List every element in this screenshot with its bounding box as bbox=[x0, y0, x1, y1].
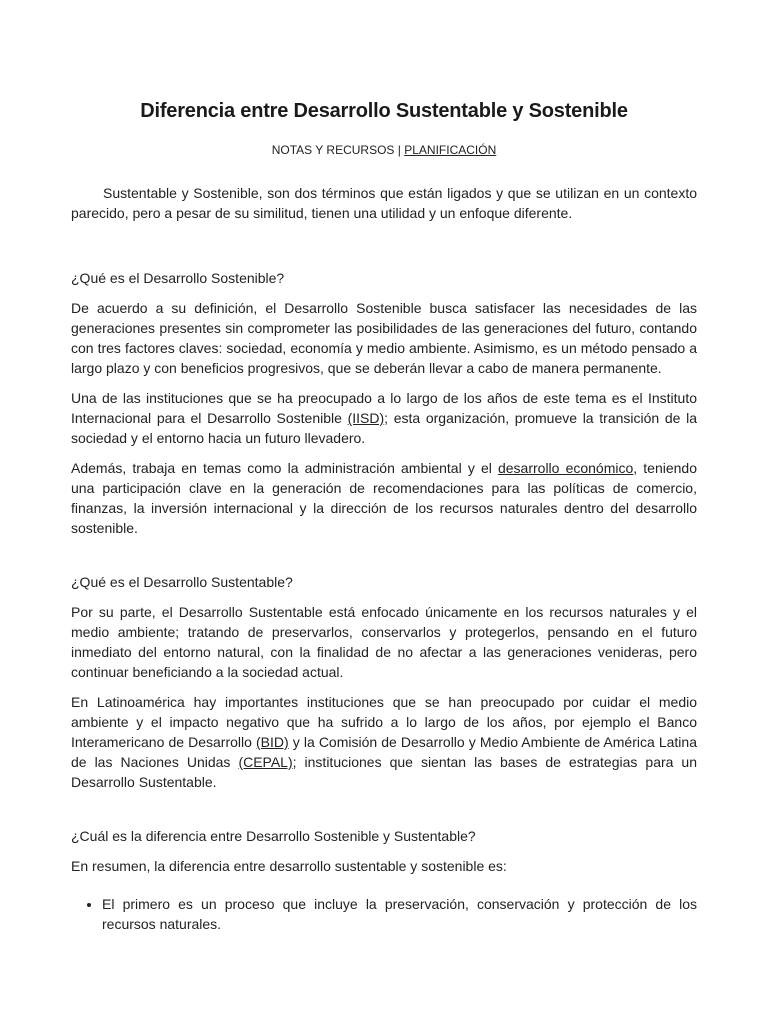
desarrollo-economico-link[interactable]: desarrollo económico bbox=[497, 460, 634, 476]
iisd-link[interactable]: (IISD) bbox=[347, 410, 385, 426]
cepal-link[interactable]: (CEPAL) bbox=[238, 754, 293, 770]
article-body bbox=[71, 183, 697, 934]
sostenible-paragraph-3 bbox=[71, 458, 697, 538]
intro-paragraph: Sustentable y Sostenible, son dos términos que están ligados y que se utilizan en un contexto parecido, pero a pesar de su similitud, tienen una utilidad y un enfoque diferente. bbox=[71, 185, 697, 221]
category-prefix: NOTAS Y RECURSOS | bbox=[271, 143, 401, 157]
sustentable-paragraph-2 bbox=[71, 692, 697, 792]
section-heading-sostenible: ¿Qué es el Desarrollo Sostenible? bbox=[71, 270, 285, 286]
list-item: • El primero es un proceso que incluye la preservación, conservación y protección de los recursos naturales. bbox=[102, 894, 697, 934]
category-link[interactable]: PLANIFICACIÓN bbox=[404, 143, 497, 157]
diferencia-list bbox=[71, 894, 697, 934]
text-span: Una de las instituciones que se ha preocupado a lo largo de los años de este tema es el Instituto Internacional para el Desarrollo Sostenible bbox=[71, 390, 697, 426]
bid-link[interactable]: (BID) bbox=[256, 734, 289, 750]
text-span: En Latinoamérica hay importantes instituciones que se han preocupado por cuidar el medio ambiente y el impacto negativo que ha sufrido a lo largo de los años, por ejemplo el Banco Interamericano de Desarrollo bbox=[71, 694, 697, 750]
text-span: , teniendo una participación clave en la generación de recomendaciones para las políticas de comercio, finanzas, la inversión internacional y la dirección de los recursos naturales dentro del desarrollo sostenible. bbox=[71, 460, 698, 536]
category-line bbox=[0, 143, 768, 157]
section-heading-diferencia: ¿Cuál es la diferencia entre Desarrollo Sostenible y Sustentable? bbox=[71, 828, 476, 844]
text-span: y la Comisión de Desarrollo y Medio Ambiente de América Latina de las Naciones Unidas bbox=[71, 734, 697, 770]
text-span: ; esta organización, promueve la transición de la sociedad y el entorno hacia un futuro llevadero. bbox=[71, 410, 697, 446]
text-span: Además, trabaja en temas como la administración ambiental y el bbox=[71, 460, 498, 476]
page-title: Diferencia entre Desarrollo Sustentable y Sostenible bbox=[140, 100, 628, 122]
sostenible-paragraph-1: De acuerdo a su definición, el Desarrollo Sostenible busca satisfacer las necesidades de las generaciones presentes sin comprometer las posibilidades de las generaciones del futuro, contando con tres factores claves: sociedad, economía y medio ambiente. Asimismo, es un método pensado a largo plazo y con beneficios progresivos, que se deberán llevar a cabo de manera permanente. bbox=[71, 300, 697, 376]
sostenible-paragraph-2 bbox=[71, 388, 697, 448]
section-heading-sustentable: ¿Qué es el Desarrollo Sustentable? bbox=[71, 574, 293, 590]
diferencia-paragraph: En resumen, la diferencia entre desarrollo sustentable y sostenible es: bbox=[71, 858, 507, 874]
sustentable-paragraph-1: Por su parte, el Desarrollo Sustentable está enfocado únicamente en los recursos naturales y el medio ambiente; tratando de preservarlos, conservarlos y protegerlos, pensando en el futuro inmediato del entorno natural, con la finalidad de no afectar a las generaciones venideras, pero continuar beneficiando a la sociedad actual. bbox=[71, 604, 697, 680]
text-span: ; instituciones que sientan las bases de estrategias para un Desarrollo Sustentable. bbox=[71, 754, 698, 790]
